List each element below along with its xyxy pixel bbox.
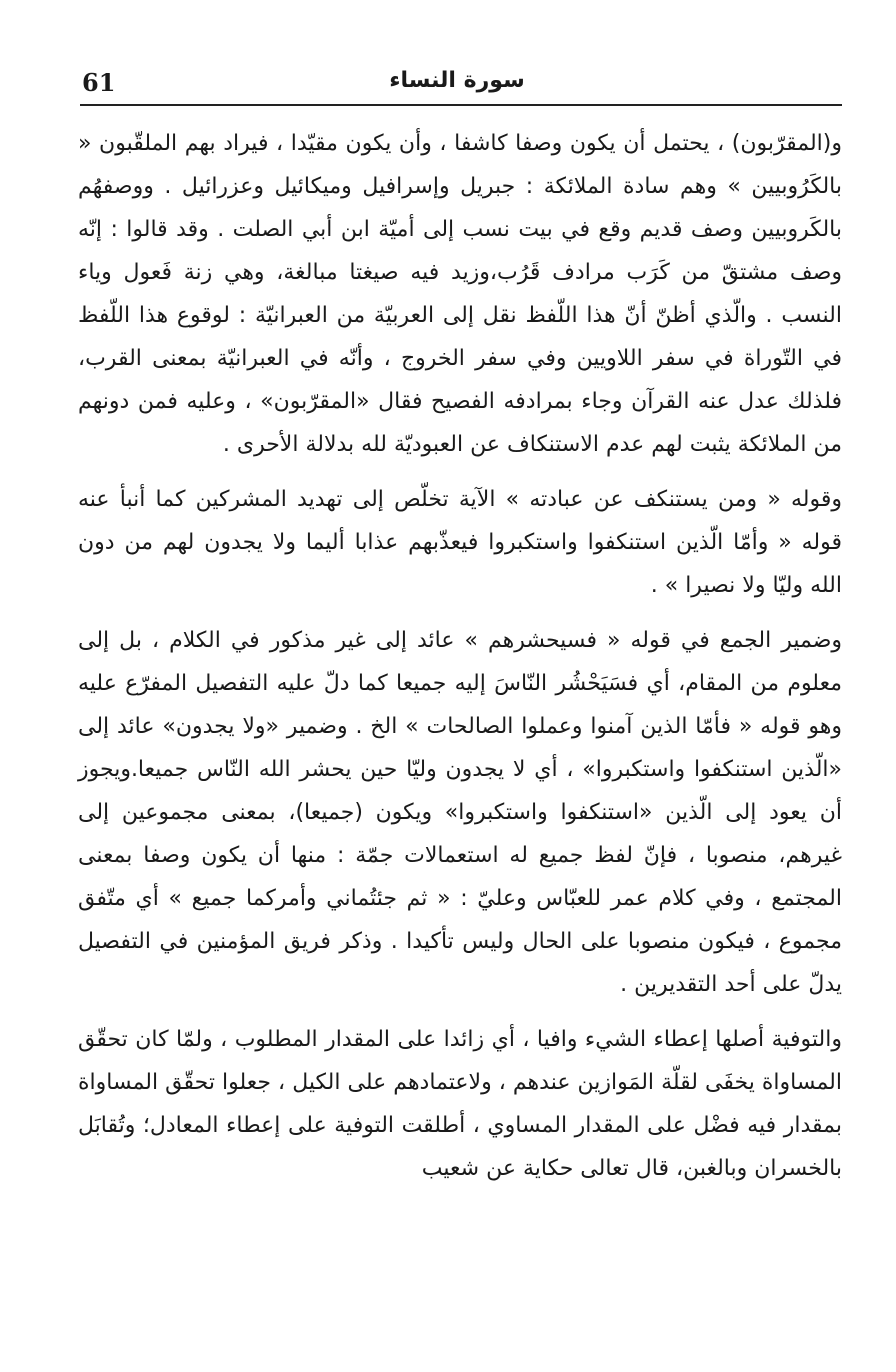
- paragraph-3: وضمير الجمع في قوله « فسيحشرهم » عائد إلى غير مذكور في الكلام ، بل إلى معلوم من المقام، أي فسَيَحْشُر النّاسَ إليه جميعا كما دلّ عليه التفصيل المفرّع عليه وهو قوله « فأمّا الذين آمنوا وعملوا الصالحات » الخ . وضمير «ولا يجدون» عائد إلى «الّذين استنكفوا واستكبروا» ، أي لا يجدون وليّا حين يحشر الله النّاس جميعا.ويجوز أن يعود إلى الّذين «استنكفوا واستكبروا» ويكون (جميعا)، بمعنى مجموعين إلى غيرهم، منصوبا ، فإنّ لفظ جميع له استعمالات جمّة : منها أن يكون وصفا بمعنى المجتمع ، وفي كلام عمر للعبّاس وعليّ : « ثم جئتُماني وأمركما جميع » أي متّفق مجموع ، فيكون منصوبا على الحال وليس تأكيدا . وذكر فريق المؤمنين في التفصيل يدلّ على أحد التقديرين .: [78, 628, 842, 997]
- page-body: [78, 122, 842, 1190]
- paragraph-gap: [78, 607, 842, 619]
- paragraph-gap: [78, 1006, 842, 1018]
- page-number: 61: [82, 68, 116, 97]
- paragraph-2: وقوله « ومن يستنكف عن عبادته » الآية تخلّص إلى تهديد المشركين كما أنبأ عنه قوله « وأمّا الّذين استنكفوا واستكبروا فيعذّبهم عذابا أليما ولا يجدون لهم من دون الله وليّا ولا نصيرا » .: [78, 487, 842, 598]
- paragraph-4: والتوفية أصلها إعطاء الشيء وافيا ، أي زائدا على المقدار المطلوب ، ولمّا كان تحقّق المساواة يخفَى لقلّة المَوازين عندهم ، ولاعتمادهم على الكيل ، جعلوا تحقّق المساواة بمقدار فيه فضْل على المقدار المساوي ، أطلقت التوفية على إعطاء المعادل؛ وتُقابَل بالخسران وبالغبن، قال تعالى حكاية عن شعيب: [78, 1027, 842, 1181]
- header-divider: [80, 104, 842, 106]
- paragraph-gap: [78, 466, 842, 478]
- paragraph-1: و(المقرّبون) ، يحتمل أن يكون وصفا كاشفا ، وأن يكون مقيّدا ، فيراد بهم الملقّبون « بالكَرُوبيين » وهم سادة الملائكة : جبريل وإسرافيل وميكائيل وعزرائيل . ووصفهُم بالكَروبيين وصف قديم وقع في بيت نسب إلى أميّة ابن أبي الصلت . وقد قالوا : إنّه وصف مشتقّ من كَرَب مرادف قَرُب،وزيد فيه صيغتا مبالغة، وهي زنة فَعول وياء النسب . والّذي أظنّ أنّ هذا اللّفظ نقل إلى العربيّة من العبرانيّة : لوقوع هذا اللّفظ في التّوراة في سفر اللاويين وفي سفر الخروج ، وأنّه في العبرانيّة بمعنى القرب، فلذلك عدل عنه القرآن وجاء بمرادفه الفصيح فقال «المقرّبون» ، وعليه فمن دونهم من الملائكة يثبت لهم عدم الاستنكاف عن العبوديّة لله بدلالة الأحرى .: [78, 131, 842, 457]
- running-title: سورة النساء: [389, 68, 525, 93]
- page-header: [82, 66, 832, 102]
